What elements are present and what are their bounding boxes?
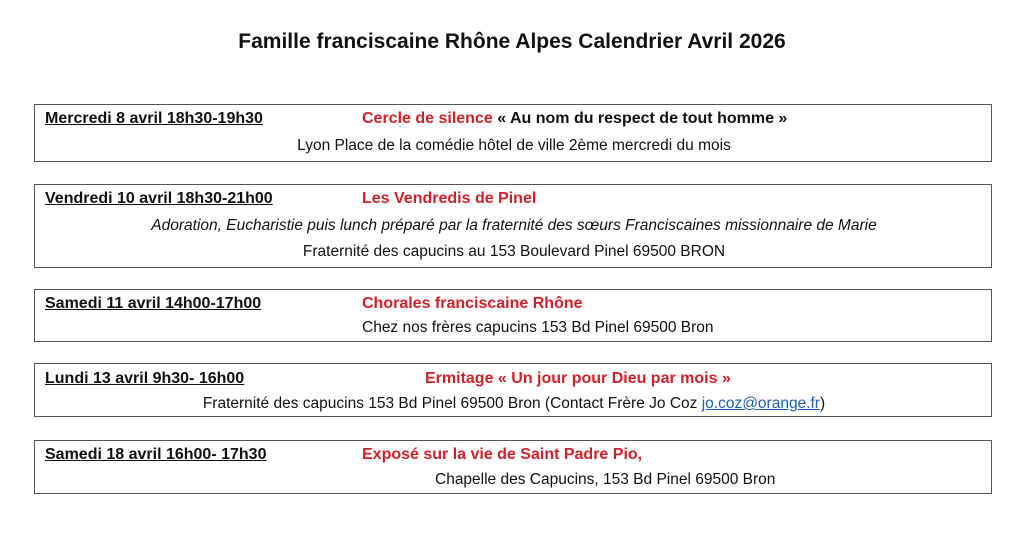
event-location: Lyon Place de la comédie hôtel de ville 2ème mercredi du mois — [297, 137, 731, 154]
event-location-close: ) — [819, 395, 826, 412]
page-title: Famille franciscaine Rhône Alpes Calendrier Avril 2026 — [238, 30, 786, 53]
event-title: Exposé sur la vie de Saint Padre Pio, — [362, 446, 643, 463]
event-title — [362, 110, 787, 128]
event-location: Fraternité des capucins au 153 Boulevard Pinel 69500 BRON — [302, 243, 726, 260]
event-title: Ermitage « Un jour pour Dieu par mois » — [425, 370, 731, 387]
event-description: Adoration, Eucharistie puis lunch préparé par la fraternité des sœurs Franciscaines missionnaire de Marie — [151, 217, 877, 234]
event-box — [34, 289, 992, 342]
event-box — [34, 440, 992, 494]
contact-email-link[interactable]: jo.coz@orange.fr — [701, 395, 820, 412]
event-date: Lundi 13 avril 9h30- 16h00 — [45, 370, 245, 387]
event-location — [35, 395, 993, 413]
event-box — [34, 363, 992, 417]
event-date: Vendredi 10 avril 18h30-21h00 — [45, 190, 273, 207]
event-location: Chapelle des Capucins, 153 Bd Pinel 69500 Bron — [435, 471, 776, 488]
event-title-quote: « Au nom du respect de tout homme » — [492, 110, 788, 127]
event-location-text: Fraternité des capucins 153 Bd Pinel 69500 Bron (Contact Frère Jo Coz — [202, 395, 702, 412]
event-date: Mercredi 8 avril 18h30-19h30 — [45, 110, 263, 127]
event-date: Samedi 18 avril 16h00- 17h30 — [45, 446, 267, 463]
event-date: Samedi 11 avril 14h00-17h00 — [45, 295, 262, 312]
event-box — [34, 104, 992, 162]
event-title-highlight: Cercle de silence — [362, 110, 493, 127]
event-title: Chorales franciscaine Rhône — [362, 295, 583, 312]
event-location: Chez nos frères capucins 153 Bd Pinel 69500 Bron — [362, 319, 714, 336]
event-box — [34, 184, 992, 268]
event-title: Les Vendredis de Pinel — [362, 190, 537, 207]
